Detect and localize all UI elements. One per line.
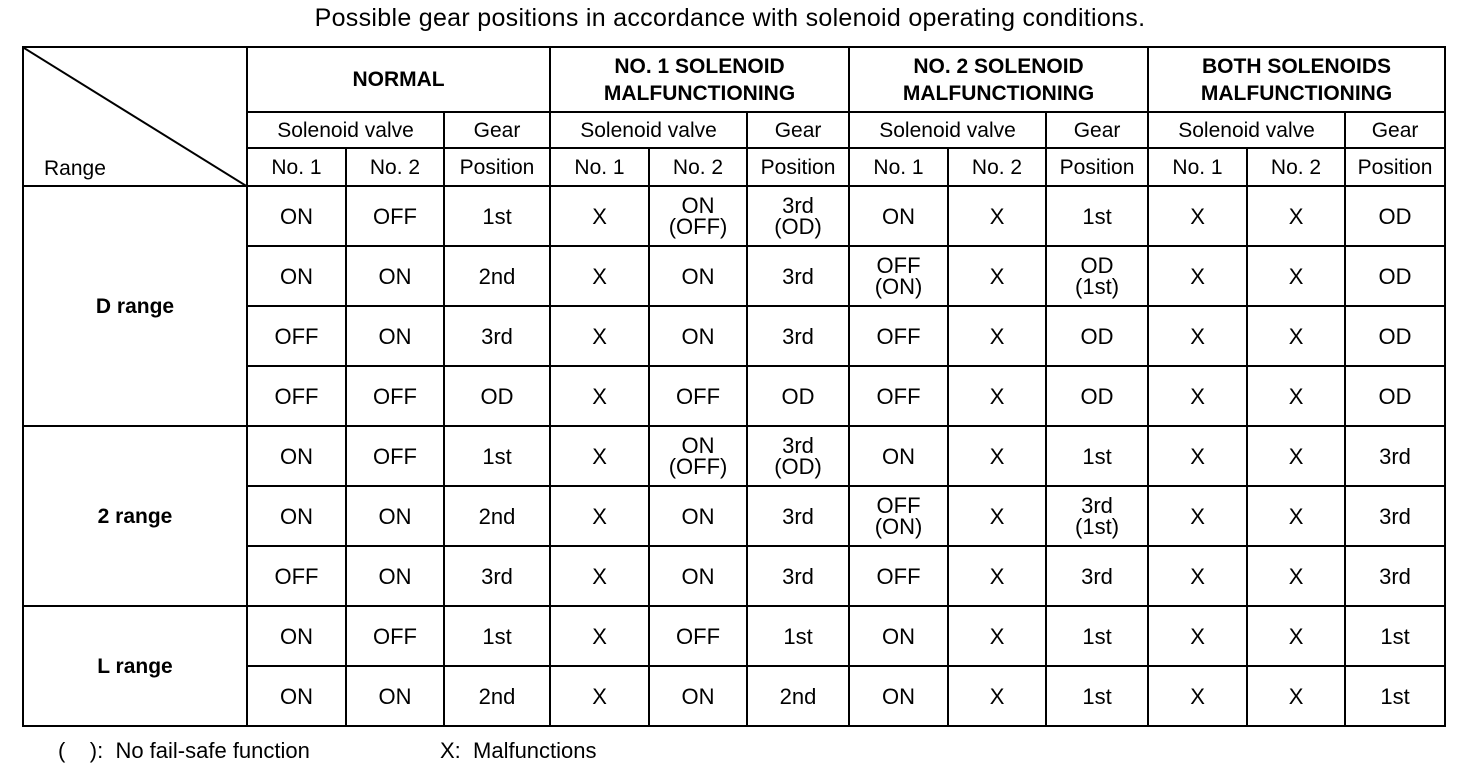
group-header-2: [849, 47, 1148, 112]
cell-text: X: [592, 443, 607, 469]
cell-text: OD: [1378, 383, 1412, 409]
cell-text: ON: [681, 263, 715, 289]
cell-text: No. 1: [1172, 155, 1223, 179]
cell-text: ON: [378, 323, 412, 349]
table-cell: [948, 606, 1046, 666]
cell-text: Gear: [473, 118, 521, 142]
cell-text: X: [1190, 383, 1205, 409]
cell-text: 1st: [783, 623, 813, 649]
cell-text: X: [592, 203, 607, 229]
cell-text: (ON): [874, 274, 923, 299]
table-cell: [1148, 486, 1247, 546]
table-cell: [247, 606, 346, 666]
cell-text: X: [1190, 563, 1205, 589]
solenoid-valve-header: [247, 112, 444, 148]
cell-text: ON: [882, 203, 916, 229]
cell-text: OFF: [876, 563, 921, 589]
cell-text: X: [989, 503, 1005, 529]
table-cell: [1247, 666, 1345, 726]
cell-text: ON: [681, 503, 715, 529]
table-cell: [444, 486, 550, 546]
table-cell: [1345, 306, 1445, 366]
table-cell: [948, 246, 1046, 306]
table-cell: [444, 186, 550, 246]
range-corner-cell: [23, 47, 247, 186]
table-cell: [1046, 186, 1148, 246]
cell-text: X: [1190, 683, 1205, 709]
cell-text: OD: [1080, 253, 1114, 278]
solenoid-no1-header: [1148, 148, 1247, 186]
cell-text: No. 2: [672, 155, 724, 179]
cell-text: (1st): [1075, 514, 1120, 539]
table-row: [23, 186, 1445, 246]
table-cell: [444, 606, 550, 666]
cell-text: ON: [882, 683, 916, 709]
table-cell: [849, 246, 948, 306]
table-cell: [849, 666, 948, 726]
cell-text: X: [1190, 443, 1205, 469]
cell-text: OFF: [876, 253, 921, 278]
table-cell: [1345, 186, 1445, 246]
cell-text: OD: [781, 383, 815, 409]
cell-text: 1st: [1082, 683, 1112, 709]
table-cell: [247, 366, 346, 426]
cell-text: OFF: [373, 623, 417, 649]
group-header-1: [550, 47, 849, 112]
table-cell: [948, 666, 1046, 726]
table-cell: [550, 366, 649, 426]
cell-text: No. 2: [369, 155, 421, 179]
table-cell: [948, 186, 1046, 246]
cell-text: 3rd: [782, 263, 814, 289]
cell-text: D range: [95, 294, 175, 318]
cell-text: Position: [760, 155, 836, 179]
solenoid-no2-header: [948, 148, 1046, 186]
cell-text: X: [1288, 683, 1304, 709]
table-cell: [649, 546, 747, 606]
cell-text: 3rd: [481, 563, 513, 589]
cell-text: X: [989, 623, 1005, 649]
table-cell: [849, 426, 948, 486]
table-cell: [1046, 426, 1148, 486]
cell-text: Solenoid valve: [1178, 118, 1315, 142]
cell-text: OFF: [373, 203, 417, 229]
table-cell: [849, 546, 948, 606]
table-cell: [1345, 546, 1445, 606]
cell-text: ON: [378, 563, 412, 589]
table-cell: [1148, 366, 1247, 426]
table-cell: [444, 666, 550, 726]
cell-text: (OD): [774, 214, 822, 239]
cell-text: X: [989, 323, 1005, 349]
cell-text: 3rd: [782, 193, 814, 218]
cell-text: X: [592, 683, 607, 709]
cell-text: ON: [882, 623, 916, 649]
table-cell: [346, 426, 444, 486]
cell-text: OFF: [274, 563, 319, 589]
table-cell: [948, 426, 1046, 486]
cell-text: (1st): [1075, 274, 1120, 299]
cell-text: ON: [280, 623, 313, 649]
table-cell: [1046, 366, 1148, 426]
cell-text: NO. 1 SOLENOID: [614, 54, 785, 78]
solenoid-no1-header: [550, 148, 649, 186]
table-cell: [1247, 366, 1345, 426]
cell-text: X: [592, 563, 607, 589]
table-cell: [1247, 486, 1345, 546]
cell-text: 2nd: [478, 263, 516, 289]
cell-text: Gear: [1371, 118, 1419, 142]
table-cell: [550, 426, 649, 486]
table-cell: [1148, 246, 1247, 306]
table-cell: [948, 366, 1046, 426]
cell-text: X: [1190, 623, 1205, 649]
cell-text: OFF: [373, 443, 417, 469]
table-cell: [747, 546, 849, 606]
cell-text: 3rd: [782, 323, 814, 349]
cell-text: X: [1190, 323, 1205, 349]
range-label-cell: [23, 426, 247, 606]
table-cell: [346, 486, 444, 546]
table-cell: [849, 306, 948, 366]
page-title: Possible gear positions in accordance with solenoid operating conditions.: [314, 4, 1146, 32]
cell-text: 3rd: [782, 503, 814, 529]
table-cell: [1247, 546, 1345, 606]
table-cell: [550, 606, 649, 666]
table-cell: [747, 486, 849, 546]
gear-position-header: [1046, 148, 1148, 186]
table-cell: [649, 666, 747, 726]
cell-text: Position: [459, 155, 535, 179]
cell-text: (ON): [874, 514, 923, 539]
table-cell: [849, 606, 948, 666]
range-label-cell: [23, 186, 247, 426]
table-cell: [1046, 486, 1148, 546]
cell-text: X: [592, 263, 607, 289]
cell-text: 3rd: [1379, 443, 1411, 469]
table-cell: [1148, 606, 1247, 666]
gear-header: [747, 112, 849, 148]
cell-text: OFF: [876, 323, 921, 349]
table-cell: [550, 306, 649, 366]
cell-text: X: [1288, 263, 1304, 289]
cell-text: OFF: [274, 323, 319, 349]
cell-text: X: [1190, 263, 1205, 289]
table-cell: [346, 366, 444, 426]
cell-text: L range: [97, 654, 173, 678]
range-label-cell: [23, 606, 247, 726]
cell-text: No. 1: [873, 155, 924, 179]
table-cell: [747, 186, 849, 246]
table-cell: [849, 486, 948, 546]
cell-text: Solenoid valve: [879, 118, 1016, 142]
cell-text: 1st: [482, 443, 512, 469]
gear-header: [1046, 112, 1148, 148]
gear-header: [444, 112, 550, 148]
table-cell: [346, 306, 444, 366]
gear-position-header: [747, 148, 849, 186]
table-cell: [1148, 426, 1247, 486]
cell-text: Gear: [1073, 118, 1121, 142]
cell-text: No. 2: [971, 155, 1023, 179]
table-cell: [444, 306, 550, 366]
table-cell: [948, 486, 1046, 546]
cell-text: Solenoid valve: [580, 118, 717, 142]
table-row: [23, 426, 1445, 486]
table-cell: [1148, 186, 1247, 246]
solenoid-no1-header: [849, 148, 948, 186]
solenoid-valve-header: [550, 112, 747, 148]
cell-text: X: [989, 683, 1005, 709]
table-cell: [747, 246, 849, 306]
cell-text: ON: [280, 203, 313, 229]
table-cell: [550, 666, 649, 726]
table-cell: [1247, 246, 1345, 306]
cell-text: X: [1288, 563, 1304, 589]
cell-text: OFF: [274, 383, 319, 409]
cell-text: X: [1288, 323, 1304, 349]
table-cell: [550, 546, 649, 606]
table-cell: [747, 666, 849, 726]
table-cell: [649, 426, 747, 486]
cell-text: X: [989, 263, 1005, 289]
cell-text: No. 1: [574, 155, 625, 179]
gear-position-header: [1345, 148, 1445, 186]
table-cell: [346, 186, 444, 246]
table-cell: [747, 306, 849, 366]
cell-text: 1st: [482, 623, 512, 649]
gear-header: [1345, 112, 1445, 148]
table-cell: [1148, 666, 1247, 726]
table-cell: [747, 366, 849, 426]
cell-text: 3rd: [1081, 493, 1113, 518]
cell-text: 3rd: [1379, 563, 1411, 589]
cell-text: 3rd: [782, 563, 814, 589]
cell-text: (OFF): [668, 214, 728, 239]
table-cell: [747, 426, 849, 486]
cell-text: 1st: [482, 203, 512, 229]
cell-text: X: [989, 383, 1005, 409]
cell-text: ON: [280, 503, 313, 529]
table-cell: [550, 486, 649, 546]
cell-text: 1st: [1082, 443, 1112, 469]
table-cell: [444, 426, 550, 486]
cell-text: 2nd: [779, 683, 817, 709]
table-cell: [948, 546, 1046, 606]
table-cell: [649, 366, 747, 426]
table-cell: [1247, 606, 1345, 666]
cell-text: MALFUNCTIONING: [1200, 81, 1393, 105]
cell-text: MALFUNCTIONING: [603, 81, 796, 105]
cell-text: No. 1: [271, 155, 322, 179]
group-header-3: [1148, 47, 1445, 112]
cell-text: ON: [280, 263, 313, 289]
cell-text: X: [989, 203, 1005, 229]
table-cell: [1345, 666, 1445, 726]
table-cell: [550, 246, 649, 306]
table-cell: [1046, 666, 1148, 726]
cell-text: X: [592, 503, 607, 529]
cell-text: X: [1288, 503, 1304, 529]
cell-text: (OD): [774, 454, 822, 479]
cell-text: Gear: [774, 118, 822, 142]
cell-text: Position: [1357, 155, 1433, 179]
cell-text: 3rd: [481, 323, 513, 349]
cell-text: ON: [378, 683, 412, 709]
gear-position-header: [444, 148, 550, 186]
table-cell: [247, 546, 346, 606]
table-cell: [1046, 306, 1148, 366]
table-cell: [1247, 426, 1345, 486]
cell-text: Solenoid valve: [277, 118, 414, 142]
table-cell: [1345, 426, 1445, 486]
cell-text: 1st: [1380, 683, 1410, 709]
cell-text: Position: [1059, 155, 1135, 179]
cell-text: X: [989, 443, 1005, 469]
solenoid-no2-header: [1247, 148, 1345, 186]
cell-text: ON: [681, 433, 715, 458]
cell-text: ON: [681, 323, 715, 349]
group-header-0: [247, 47, 550, 112]
cell-text: BOTH SOLENOIDS: [1202, 54, 1392, 78]
table-cell: [649, 606, 747, 666]
table-cell: [346, 666, 444, 726]
table-cell: [550, 186, 649, 246]
table-cell: [247, 426, 346, 486]
table-cell: [849, 366, 948, 426]
table-cell: [948, 306, 1046, 366]
cell-text: ON: [882, 443, 916, 469]
table-cell: [1247, 306, 1345, 366]
table-cell: [1148, 306, 1247, 366]
table-cell: [1046, 606, 1148, 666]
cell-text: No. 2: [1270, 155, 1322, 179]
table-row: [23, 606, 1445, 666]
solenoid-no2-header: [649, 148, 747, 186]
gear-position-table: [22, 46, 1446, 727]
table-cell: [649, 486, 747, 546]
cell-text: X: [592, 323, 607, 349]
table-cell: [247, 666, 346, 726]
solenoid-valve-header: [1148, 112, 1345, 148]
cell-text: 1st: [1082, 203, 1112, 229]
cell-text: ON: [681, 193, 715, 218]
table-cell: [1345, 366, 1445, 426]
range-header-label: Range: [44, 157, 106, 180]
cell-text: MALFUNCTIONING: [902, 81, 1095, 105]
cell-text: X: [1190, 203, 1205, 229]
cell-text: 2 range: [97, 504, 173, 528]
cell-text: OD: [1378, 203, 1412, 229]
table-cell: [444, 366, 550, 426]
cell-text: 3rd: [1379, 503, 1411, 529]
cell-text: ON: [378, 263, 412, 289]
cell-text: 1st: [1082, 623, 1112, 649]
solenoid-no2-header: [346, 148, 444, 186]
solenoid-valve-header: [849, 112, 1046, 148]
cell-text: 3rd: [782, 433, 814, 458]
cell-text: X: [1288, 623, 1304, 649]
table-cell: [247, 486, 346, 546]
table-cell: [444, 546, 550, 606]
cell-text: X: [1190, 503, 1205, 529]
cell-text: OFF: [676, 623, 721, 649]
cell-text: X: [1288, 203, 1304, 229]
table-cell: [1345, 486, 1445, 546]
cell-text: OFF: [373, 383, 417, 409]
table-cell: [1046, 246, 1148, 306]
cell-text: ON: [681, 563, 715, 589]
cell-text: OD: [1378, 263, 1412, 289]
table-cell: [1345, 606, 1445, 666]
cell-text: X: [592, 383, 607, 409]
cell-text: 1st: [1380, 623, 1410, 649]
table-cell: [247, 246, 346, 306]
cell-text: 2nd: [478, 683, 516, 709]
cell-text: OFF: [876, 383, 921, 409]
cell-text: ON: [280, 683, 313, 709]
cell-text: OD: [1080, 323, 1114, 349]
table-cell: [1046, 546, 1148, 606]
table-cell: [346, 606, 444, 666]
cell-text: OD: [1080, 383, 1114, 409]
cell-text: NO. 2 SOLENOID: [913, 54, 1084, 78]
table-cell: [247, 186, 346, 246]
table-cell: [649, 306, 747, 366]
cell-text: ON: [280, 443, 313, 469]
table-cell: [247, 306, 346, 366]
table-cell: [649, 186, 747, 246]
table-cell: [849, 186, 948, 246]
cell-text: OD: [1378, 323, 1412, 349]
legend-malfunctions: X: Malfunctions: [440, 738, 597, 763]
cell-text: ON: [378, 503, 412, 529]
cell-text: OFF: [876, 493, 921, 518]
solenoid-no1-header: [247, 148, 346, 186]
cell-text: 3rd: [1081, 563, 1113, 589]
cell-text: ON: [681, 683, 715, 709]
cell-text: X: [592, 623, 607, 649]
table-cell: [346, 546, 444, 606]
legend-no-failsafe: ( ): No fail-safe function: [58, 738, 310, 763]
table-cell: [747, 606, 849, 666]
table-cell: [1148, 546, 1247, 606]
table-cell: [1247, 186, 1345, 246]
cell-text: OD: [480, 383, 514, 409]
cell-text: OFF: [676, 383, 721, 409]
table-cell: [444, 246, 550, 306]
cell-text: X: [1288, 443, 1304, 469]
cell-text: X: [989, 563, 1005, 589]
table-cell: [346, 246, 444, 306]
table-cell: [1345, 246, 1445, 306]
table-cell: [649, 246, 747, 306]
cell-text: X: [1288, 383, 1304, 409]
cell-text: 2nd: [478, 503, 516, 529]
cell-text: NORMAL: [352, 68, 445, 91]
cell-text: (OFF): [668, 454, 728, 479]
